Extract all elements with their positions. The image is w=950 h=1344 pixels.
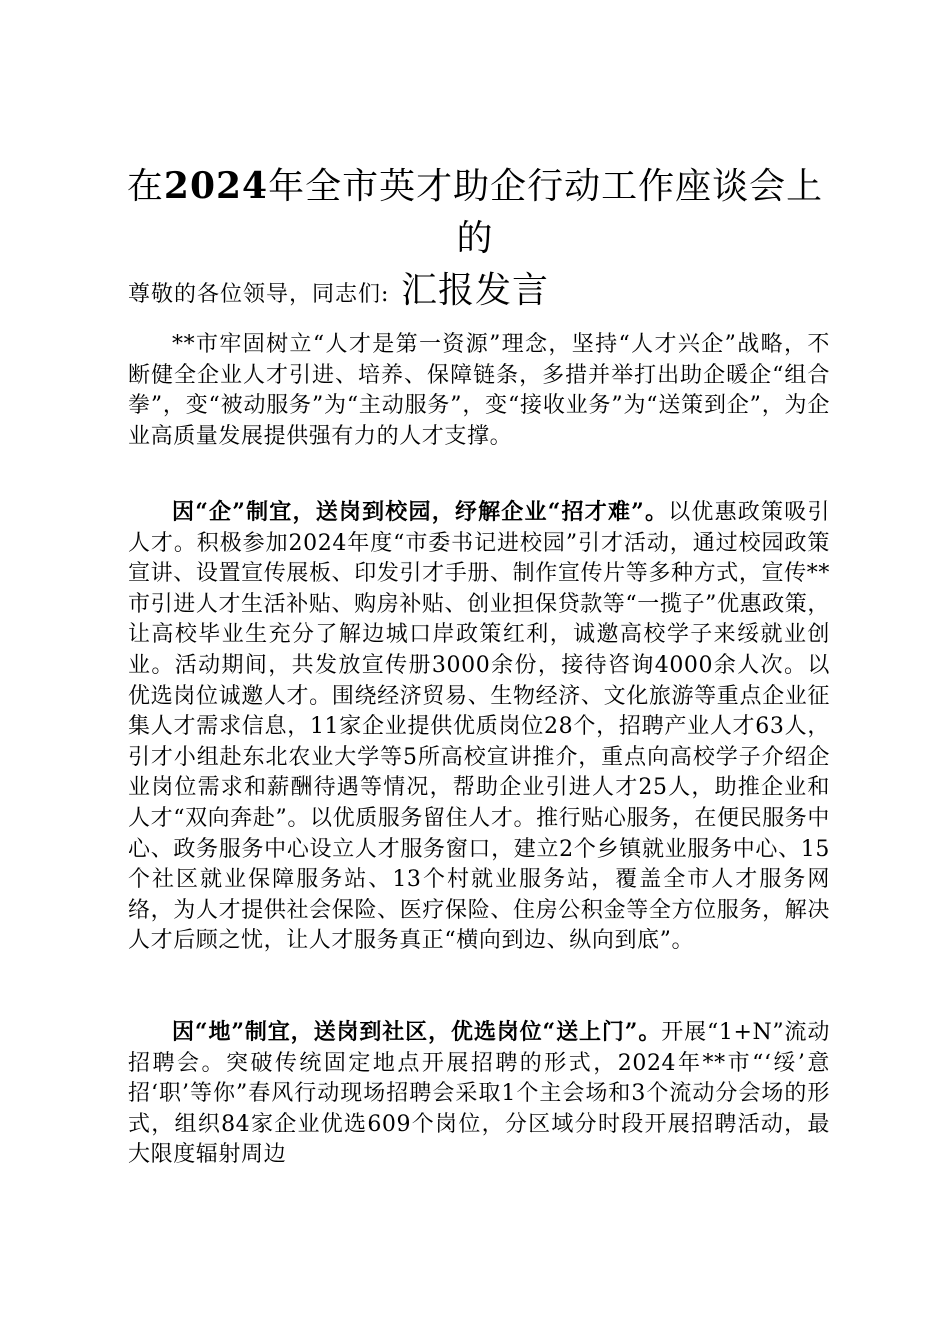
title-line-1	[120, 160, 830, 265]
salutation: 尊敬的各位领导，同志们:	[128, 282, 390, 307]
paragraph-lead-heading: 因“企”制宜，送岗到校园，纾解企业“招才难”。	[172, 499, 669, 525]
paragraph-body: 以优惠政策吸引人才。积极参加2024年度“市委书记进校园”引才活动，通过校园政策宣讲、设置宣传展板、印发引才手册、制作宣传片等多种方式，宣传**市引进人才生活补贴、购房补贴、创业担保贷款等“一揽子”优惠政策，让高校毕业生充分了解边城口岸政策红利，诚邀高校学子来绥就业创业。活动期间，共发放宣传册3000余份，接待咨询4000余人次。以优选岗位诚邀人才。围绕经济贸易、生物经济、文化旅游等重点企业征集人才需求信息，11家企业提供优质岗位28个，招聘产业人才63人，引才小组赴东北农业大学等5所高校宣讲推介，重点向高校学子介绍企业岗位需求和薪酬待遇等情况，帮助企业引进人才25人，助推企业和人才“双向奔赴”。以优质服务留住人才。推行贴心服务，在便民服务中心、政务服务中心设立人才服务窗口，建立2个乡镇就业服务中心、15个社区就业保障服务站、13个村就业服务站，覆盖全市人才服务网络，为人才提供社会保险、医疗保险、住房公积金等全方位服务，解决人才后顾之忧，让人才服务真正“横向到边、纵向到底”。	[128, 500, 830, 954]
paragraph-campus	[128, 497, 830, 957]
title-year: 2024	[163, 165, 269, 207]
title-line-2: 汇报发言	[400, 270, 549, 311]
title-suffix: 年全市英才助企行动工作座谈会上的	[268, 166, 824, 259]
paragraph-community	[128, 1017, 830, 1171]
paragraph-intro	[128, 330, 830, 452]
paragraph-body: 开展“1+N”流动招聘会。突破传统固定地点开展招聘的形式，2024年**市“‘绥’意招‘职’等你”春风行动现场招聘会采取1个主会场和3个流动分会场的形式，组织84家企业优选609个岗位，分区域分时段开展招聘活动，最大限度辐射周边	[128, 1020, 830, 1168]
paragraph-body: **市牢固树立“人才是第一资源”理念，坚持“人才兴企”战略，不断健全企业人才引进、培养、保障链条，多措并举打出助企暖企“组合拳”，变“被动服务”为“主动服务”，变“接收业务”为“送策到企”，为企业高质量发展提供强有力的人才支撑。	[128, 332, 830, 449]
title-prefix: 在	[126, 166, 164, 207]
paragraph-lead-heading: 因“地”制宜，送岗到社区，优选岗位“送上门”。	[172, 1019, 662, 1045]
